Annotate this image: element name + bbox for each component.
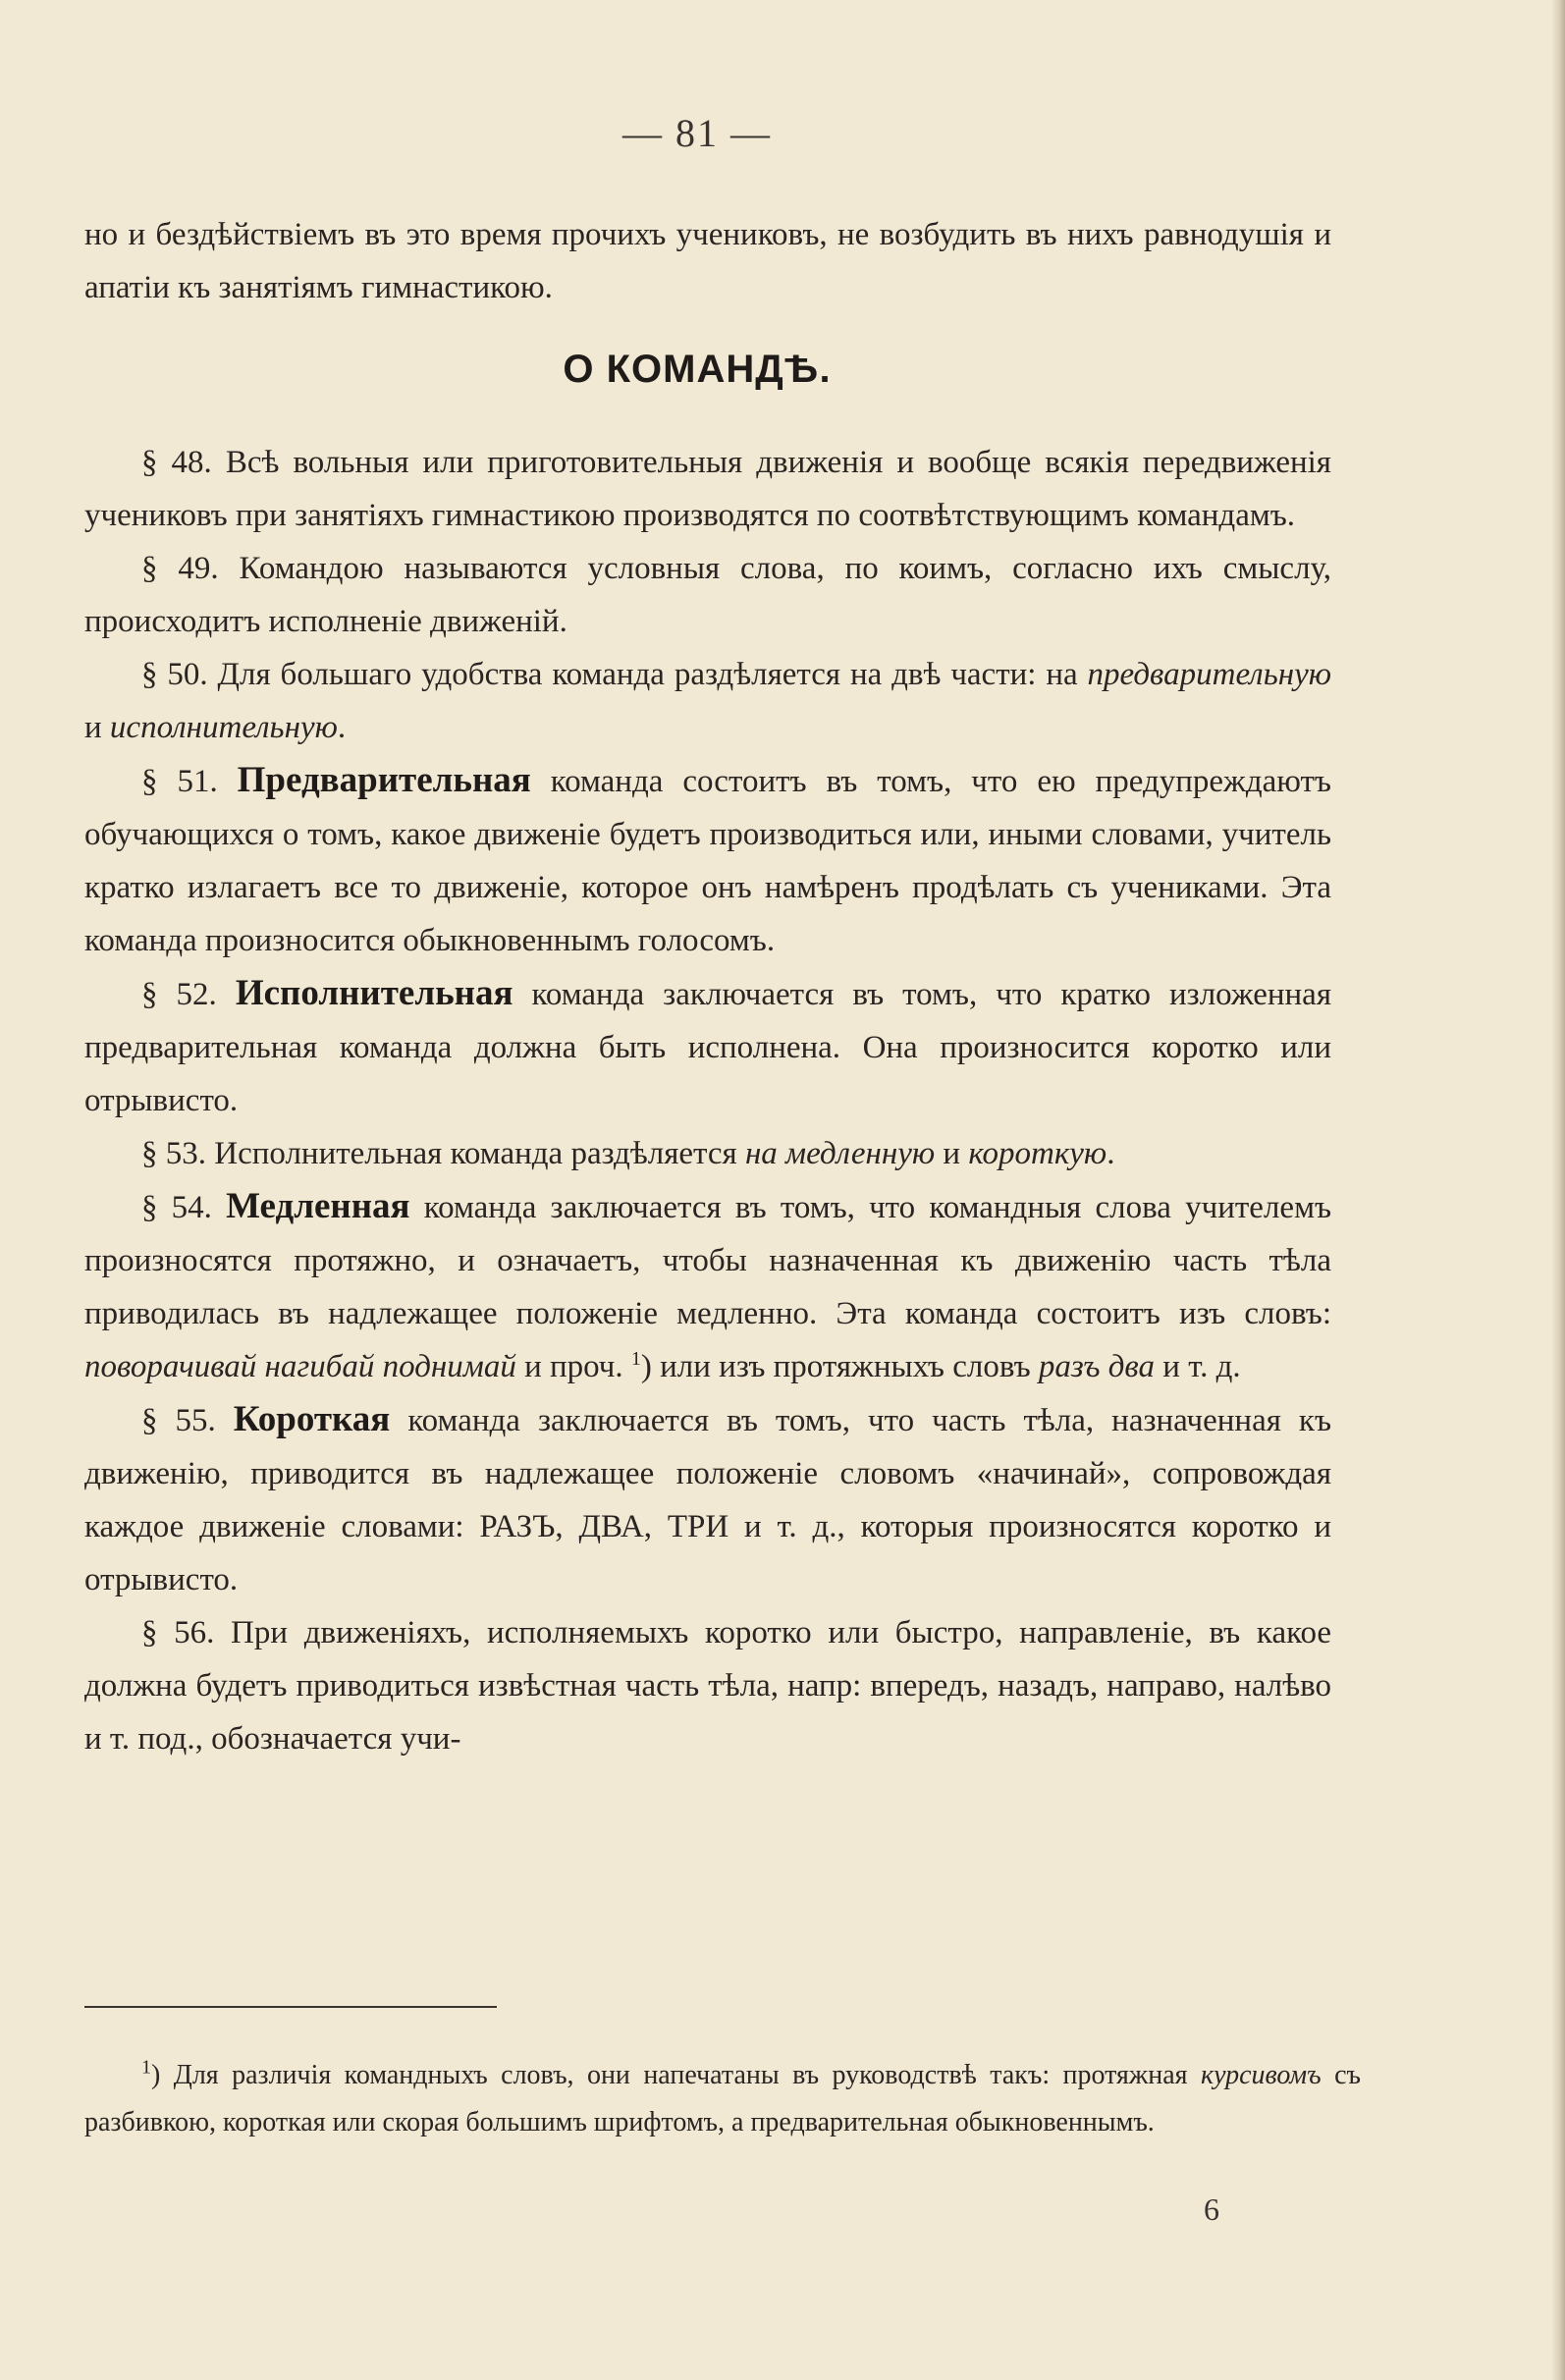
p50-term-executive: исполнительную [109,710,338,745]
paragraph-56: § 56. При движеніяхъ, исполняемыхъ коротко или быстро, направленіе, въ какое должна будетъ приводиться извѣстная часть тѣла, напр: впередъ, назадъ, направо, налѣво и т. под., обозначается учи- [84,1615,1331,1757]
paragraph-52 [84,967,1331,1127]
p51-text: команда состоитъ въ томъ, что ею предупреждаютъ обучающихся о томъ, какое движеніе будетъ производиться или, иными словами, учитель кратко излагаетъ все то движеніе, которое онъ намѣренъ продѣлать съ учениками. Эта команда произносится обыкновеннымъ голосомъ. [84,764,1331,958]
paragraph-53 [84,1127,1331,1180]
footnote-italic-word: курсивомъ [1200,2060,1322,2090]
p50-term-preliminary: предварительную [1087,657,1331,692]
intro-text: но и бездѣйствіемъ въ это время прочихъ учениковъ, не возбудить въ нихъ равнодушія и апатіи къ занятіямъ гимнастикою. [84,217,1331,305]
p50-text-c: и [84,710,110,745]
p53-text-c: и [935,1136,969,1171]
p51-number: § 51. [141,764,238,799]
footnote-text-c: съ разбивкою, короткая или скорая большимъ шрифтомъ, а предварительная обыкновеннымъ. [84,2060,1362,2137]
main-text [84,436,1331,1765]
p53-text-a: § 53. Исполнительная команда раздѣляется [141,1136,745,1171]
p55-term: Короткая [233,1399,391,1439]
p54-text: команда заключается въ томъ, что командныя слова учителемъ произносятся протяжно, и означаетъ, чтобы назначенная къ движенію часть тѣла приводилась въ надлежащее положеніе медленно. Эта команда состоитъ изъ словъ: [84,1190,1332,1331]
footnote-text-a: ) Для различія командныхъ словъ, они напечатаны въ руководствѣ такъ: протяжная [151,2060,1201,2090]
p54-text-mid: и проч. [515,1349,631,1384]
p52-number: § 52. [141,977,236,1012]
p53-term-short: короткую [968,1136,1107,1171]
p51-term: Предварительная [237,760,531,800]
section-heading: О КОМАНДѢ. [563,348,832,391]
p53-text-e: . [1106,1136,1115,1171]
p54-command-words: поворачивай нагибай поднимай [84,1349,516,1384]
signature-mark: 6 [1204,2191,1219,2227]
footnote [84,2052,1361,2146]
p50-text-e: . [337,710,347,745]
p54-text-mid2: ) или изъ протяжныхъ словъ [640,1349,1039,1384]
paragraph-54 [84,1180,1331,1393]
page-number: — 81 — [622,111,772,155]
p54-command-words-2: разъ два [1038,1349,1156,1384]
paragraph-49: § 49. Командою называются условныя слова, по коимъ, согласно ихъ смыслу, происходитъ исполненіе движеній. [84,551,1331,639]
p52-text: команда заключается въ томъ, что кратко изложенная предварительная команда должна быть исполнена. Она произносится коротко или отрывисто. [84,977,1331,1118]
footnote-text [84,2052,1361,2146]
p54-text-end: и т. д. [1155,1349,1241,1384]
page-edge [1551,0,1565,2380]
paragraph-55 [84,1393,1331,1606]
footnote-divider [84,2006,497,2008]
p54-number: § 54. [141,1190,227,1225]
p55-text: команда заключается въ томъ, что часть тѣла, назначенная къ движенію, приводится въ надлежащее положеніе словомъ «начинай», сопровождая каждое движеніе словами: РАЗЪ, ДВА, ТРИ и т. д., которыя произносятся коротко и отрывисто. [84,1403,1332,1597]
paragraph-51 [84,754,1331,967]
p50-text-a: § 50. Для большаго удобства команда раздѣляется на двѣ части: на [141,657,1088,692]
p54-term: Медленная [226,1186,410,1226]
paragraph-48: § 48. Всѣ вольныя или приготовительныя движенія и вообще всякія передвиженія учениковъ при занятіяхъ гимнастикою производятся по соотвѣтствующимъ командамъ. [84,445,1331,533]
paragraph-50 [84,648,1331,754]
p53-term-slow: на медленную [744,1136,936,1171]
p55-number: § 55. [141,1403,234,1438]
p52-term: Исполнительная [235,973,513,1013]
intro-paragraph [84,208,1331,314]
footnote-mark: 1 [141,2056,151,2079]
p54-footnote-ref: 1 [630,1348,641,1370]
